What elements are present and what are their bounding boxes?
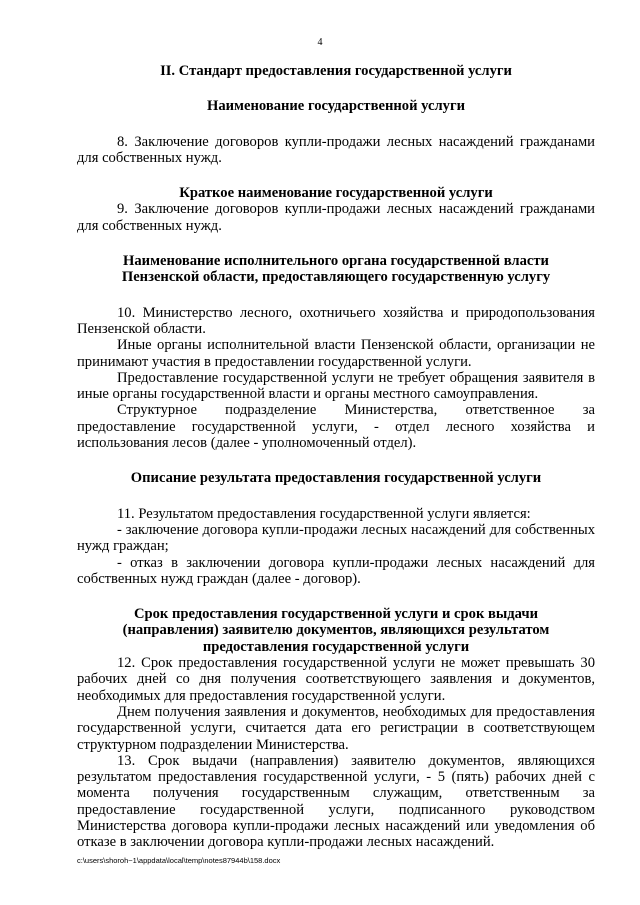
heading-authority-line-2: Пензенской области, предоставляющего государственную услугу xyxy=(121,269,551,286)
footer-file-path: c:\users\shoroh~1\appdata\local\temp\notes87944b\158.docx xyxy=(77,856,281,865)
paragraph-11-item-b: - отказ в заключении договора купли-продажи лесных насаждений для собственных нужд граждан (далее - договор). xyxy=(77,554,595,587)
heading-authority-line-1: Наименование исполнительного органа государственной власти xyxy=(123,253,549,270)
paragraph-12: 12. Срок предоставления государственной услуги не может превышать 30 рабочих дней со дня получения соответствующего заявления и документов, необходимых для предоставления государственной услуги. xyxy=(77,655,595,704)
paragraph-8: 8. Заключение договоров купли-продажи лесных насаждений гражданами для собственных нужд. xyxy=(77,133,595,166)
paragraph-11-item-a: - заключение договора купли-продажи лесных насаждений для собственных нужд граждан; xyxy=(77,521,595,555)
heading-short-name: Краткое наименование государственной услуги xyxy=(179,185,493,202)
section-title: II. Стандарт предоставления государственной услуги xyxy=(160,63,512,79)
paragraph-12-registration: Днем получения заявления и документов, необходимых для предоставления государственной услуги, считается дата его регистрации в соответствующем структурном подразделении Министерства. xyxy=(77,703,595,753)
paragraph-10-other-bodies: Иные органы исполнительной власти Пензенской области, организации не принимают участия в предоставлении государственной услуги. xyxy=(77,337,595,370)
heading-result: Описание результата предоставления государственной услуги xyxy=(130,470,542,487)
document-body xyxy=(77,63,595,851)
paragraph-9: 9. Заключение договоров купли-продажи лесных насаждений гражданами для собственных нужд. xyxy=(77,201,595,234)
paragraph-10: 10. Министерство лесного, охотничьего хозяйства и природопользования Пензенской области. xyxy=(77,304,595,337)
heading-term-line-2: (направления) заявителю документов, являющихся результатом xyxy=(122,622,550,639)
heading-term-line-3: предоставления государственной услуги xyxy=(202,638,470,655)
page-number: 4 xyxy=(317,37,323,48)
heading-term-line-1: Срок предоставления государственной услуги и срок выдачи xyxy=(133,606,539,623)
paragraph-10-no-appeal: Предоставление государственной услуги не требует обращения заявителя в иные органы государственной власти и органы местного самоуправления. xyxy=(77,369,595,403)
paragraph-11: 11. Результатом предоставления государственной услуги является: xyxy=(117,505,531,522)
paragraph-13: 13. Срок выдачи (направления) заявителю документов, являющихся результатом предоставления государственной услуги, - 5 (пять) рабочих дней с момента получения государственным служащим, ответственным за предоставление государственной услуги, подписанного руководством Министерства договора купли-продажи лесных насаждений или уведомления об отказе в заключении договора купли-продажи лесных насаждений. xyxy=(77,752,595,851)
paragraph-10-department: Структурное подразделение Министерства, ответственное за предоставление государственной услуги, - отдел лесного хозяйства и использования лесов (далее - уполномоченный отдел). xyxy=(77,402,595,452)
heading-service-name: Наименование государственной услуги xyxy=(207,98,465,115)
